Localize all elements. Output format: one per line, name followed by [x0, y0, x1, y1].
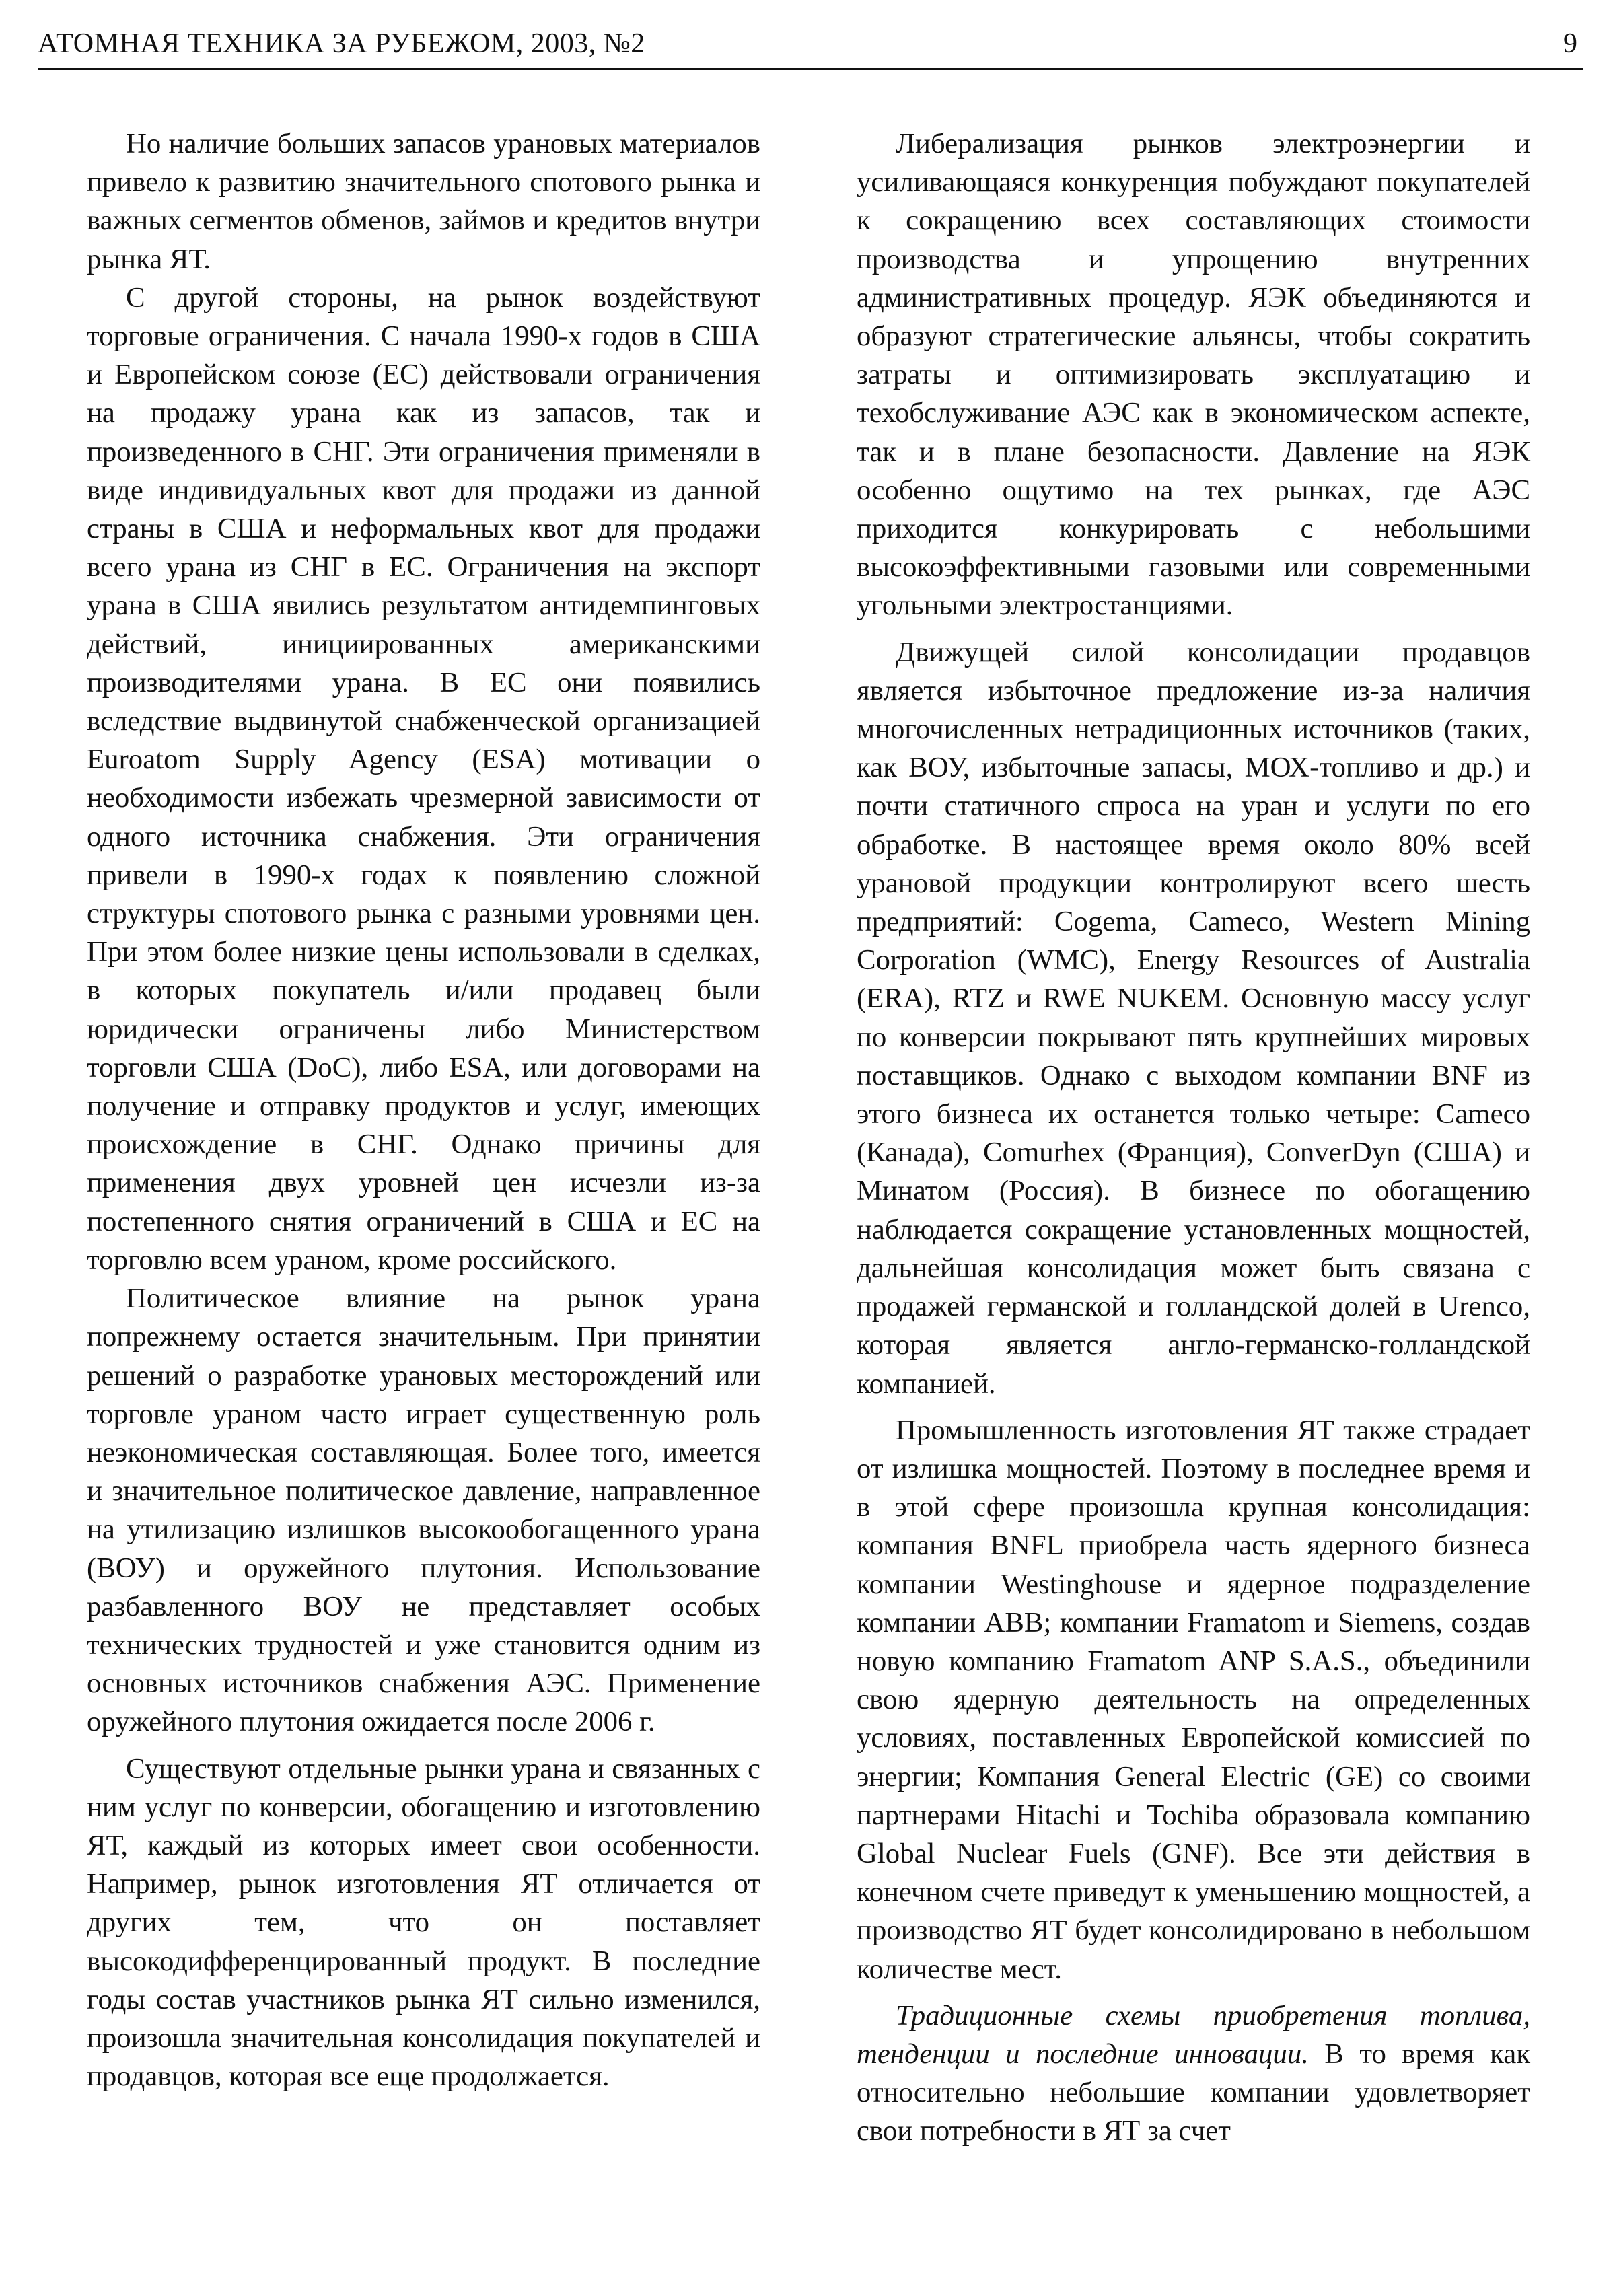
header-rule [38, 68, 1583, 70]
paragraph-text: В то время как относительно небольшие компании удовлетворяет свои потребности в ЯТ за счет [857, 2038, 1530, 2147]
paragraph: Существуют отдельные рынки урана и связанных с ним услуг по конверсии, обогащению и изготовлению ЯТ, каждый из которых имеет свои особенности. Например, рынок изготовления ЯТ отличается от других тем, что он поставляет высокодифференцированный продукт. В последние годы состав участников рынка ЯТ сильно изменился, произошла значительная консолидация покупателей и продавцов, которая все еще продолжается. [87, 1752, 760, 2093]
right-column [857, 124, 1530, 2151]
paragraph [857, 1997, 1530, 2151]
paragraph: Либерализация рынков электроэнергии и усиливающаяся конкуренция побуждают покупателей к сокращению всех составляющих стоимости производства и упрощению внутренних административных процедур. ЯЭК объединяются и образуют стратегические альянсы, чтобы сократить затраты и оптимизировать эксплуатацию и техобслуживание АЭС как в экономическом аспекте, так и в плане безопасности. Давление на ЯЭК особенно ощутимо на тех рынках, где АЭС приходится конкурировать с небольшими высокоэффективными газовыми или современными угольными электростанциями. [857, 128, 1530, 622]
paragraph: Политическое влияние на рынок урана попрежнему остается значительным. При принятии решений о разработке урановых месторождений или торговле ураном часто играет существенную роль неэкономическая составляющая. Более того, имеется и значительное политическое давление, направленное на утилизацию излишков высокообогащенного урана (ВОУ) и оружейного плутония. Использование разбавленного ВОУ не представляет особых технических трудностей и уже становится одним из основных источников снабжения АЭС. Применение оружейного плутония ожидается после 2006 г. [87, 1283, 760, 1738]
paragraph: Движущей силой консолидации продавцов является избыточное предложение из-за наличия многочисленных нетрадиционных источников (таких, как ВОУ, избыточные запасы, МОХ-топливо и др.) и почти статичного спроса на уран и услуги по его обработке. В настоящее время около 80% всей урановой продукции контролируют всего шесть предприятий: Cogema, Cameco, Western Mining Corporation (WMC), Energy Resources of Australia (ERA), RTZ и RWE NUKEM. Основную массу услуг по конверсии покрывают пять крупнейших мировых поставщиков. Однако с выходом компании BNF из этого бизнеса их останется только четыре: Cameco (Канада), Comurhex (Франция), ConverDyn (США) и Минатом (Россия). В бизнесе по обогащению наблюдается сокращение установленных мощностей, дальнейшая консолидация может быть связана с продажей германской и голландской долей в Urenco, которая является англо-германско-голландской компанией. [857, 636, 1530, 1400]
paragraph: Но наличие больших запасов урановых материалов привело к развитию значительного спотового рынка и важных сегментов обменов, займов и кредитов внутри рынка ЯТ. [87, 128, 760, 275]
paragraph: С другой стороны, на рынок воздействуют торговые ограничения. С начала 1990-х годов в США и Европейском союзе (ЕС) действовали ограничения на продажу урана как из запасов, так и произведенного в СНГ. Эти ограничения применяли в виде индивидуальных квот для продажи из данной страны в США и неформальных квот для продажи всего урана из СНГ в ЕС. Ограничения на экспорт урана в США явились результатом антидемпинговых действий, инициированных американскими производителями урана. В ЕС они появились вследствие выдвинутой снабженческой организацией Euroatom Supply Agency (ESA) мотивации о необходимости избежать чрезмерной зависимости от одного источника снабжения. Эти ограничения привели в 1990-х годах к появлению сложной структуры спотового рынка с разными уровнями цен. При этом более низкие цены использовали в сделках, в которых покупатель и/или продавец были юридически ограничены либо Министерством торговли США (DoC), либо ESA, или договорами на получение и отправку продуктов и услуг, имеющих происхождение в СНГ. Однако причины для применения двух уровней цен исчезли из-за постепенного снятия ограничений в США и ЕС на торговлю всем ураном, кроме российского. [87, 281, 760, 1276]
running-header [38, 20, 1577, 67]
section-lead-italic: Традиционные схемы приобретения топлива, тенденции и последние инновации. [857, 1999, 1530, 2070]
paragraph: Промышленность изготовления ЯТ также страдает от излишка мощностей. Поэтому в последнее время и в этой сфере произошла крупная консолидация: компания BNFL приобрела часть ядерного бизнеса компании Westinghouse и ядерное подразделение компании ABB; компании Framatom и Siemens, создав новую компанию Framatom ANP S.A.S., объединили свою ядерную деятельность на определенных условиях, поставленных Европейской комиссией по энергии; Компания General Electric (GE) со своими партнерами Hitachi и Tochiba образовала компанию Global Nuclear Fuels (GNF). Все эти действия в конечном счете приведут к уменьшению мощностей, а производство ЯТ будет консолидировано в небольшом количестве мест. [857, 1414, 1530, 1985]
journal-title: АТОМНАЯ ТЕХНИКА ЗА РУБЕЖОМ, 2003, №2 [38, 28, 645, 59]
page-number: 9 [1563, 28, 1577, 59]
left-column [87, 124, 760, 2095]
